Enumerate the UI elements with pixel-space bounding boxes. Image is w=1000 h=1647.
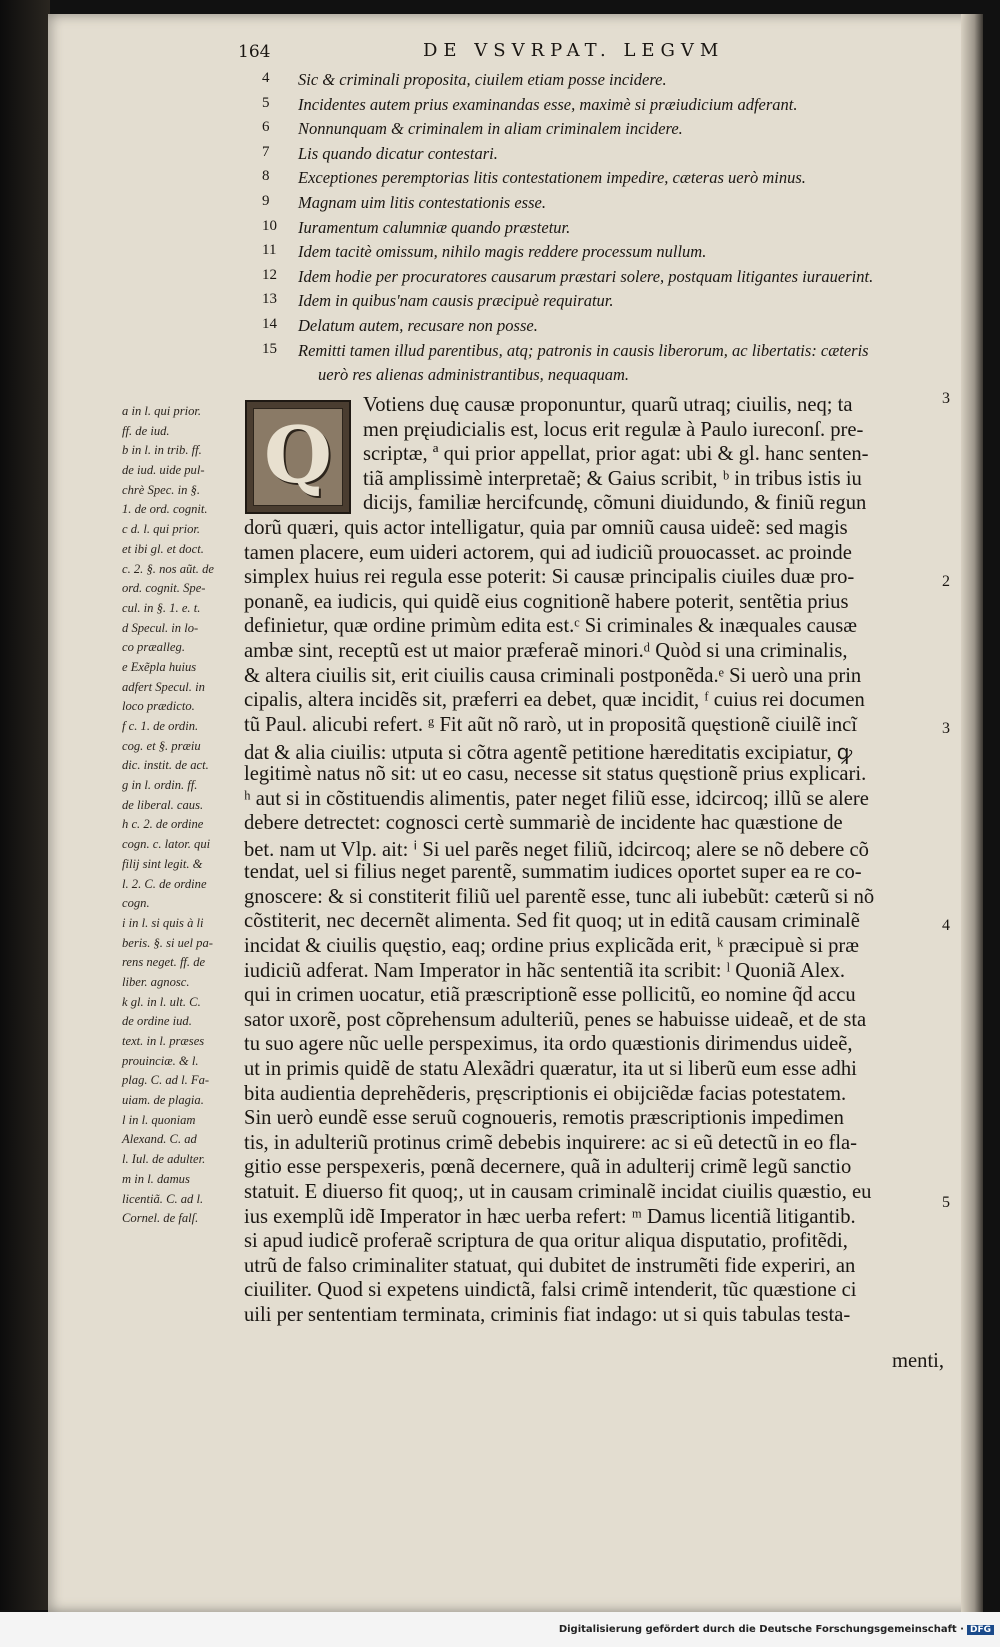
- margin-note-line: plag. C. ad l. Fa-: [122, 1073, 210, 1088]
- text-line: cipalis, altera incidẽs sit, præferri ea debet, quæ incidit, ᶠ cuius rei documen: [244, 689, 865, 712]
- margin-note-line: k gl. in l. ult. C.: [122, 994, 201, 1009]
- margin-note-line: rens neget. ff. de: [122, 955, 206, 970]
- margin-note-line: de ordine iud.: [122, 1014, 192, 1029]
- text-line: si apud iudicẽ proferaẽ scriptura de qua oritur aliqua disputatio, profitẽdi,: [244, 1230, 848, 1253]
- summary-item-number: 15: [262, 340, 277, 357]
- margin-note-line: l. Iul. de adulter.: [122, 1152, 206, 1167]
- summary-item: [262, 144, 942, 169]
- summary-item-number: 10: [262, 217, 277, 234]
- summary-item-number: 13: [262, 291, 277, 308]
- summary-item-text: Idem tacitè omissum, nihilo magis reddere processum nullum.: [298, 242, 707, 262]
- summary-item: [262, 168, 942, 193]
- text-line: men pręiudicialis est, locus erit regulæ à Paulo iureconſ. pre-: [363, 418, 864, 441]
- text-line: legitimè natus nõ sit: ut eo casu, necesse sit status quęstionẽ prius explicari.: [244, 762, 867, 785]
- summary-item-text: Lis quando dicatur contestari.: [298, 143, 498, 163]
- text-line: incidat & ciuilis quęstio, eaq; ordine prius explicãda erit, ᵏ præcipuè si præ: [244, 935, 860, 958]
- summary-item-number: 7: [262, 143, 270, 160]
- summary-list: [262, 70, 942, 384]
- margin-note-line: licentiã. C. ad l.: [122, 1191, 204, 1206]
- margin-note-line: m in l. damus: [122, 1171, 190, 1186]
- dfg-logo: DFG: [967, 1625, 994, 1635]
- summary-item-text: Delatum autem, recusare non posse.: [298, 315, 538, 335]
- margin-note-line: g in l. ordin. ff.: [122, 778, 198, 793]
- margin-note-line: loco prædicto.: [122, 699, 195, 714]
- text-line: statuit. E diuerso fit quoq;, ut in causam criminalẽ incidat ciuilis quæstio, eu: [244, 1181, 872, 1203]
- margin-note-line: Cornel. de falſ.: [122, 1211, 199, 1226]
- summary-item: [262, 119, 942, 144]
- summary-item-number: 11: [262, 242, 277, 259]
- summary-item: [262, 70, 942, 95]
- summary-continuation: uerò res alienas administrantibus, nequaquam.: [318, 364, 630, 384]
- text-line: gitio esse perspexeris, pœnã decernere, quã in adulterij crimẽ legũ sanctio: [244, 1156, 852, 1179]
- summary-item-text: Exceptiones peremptorias litis contestationem impedire, cæteras uerò minus.: [298, 168, 806, 188]
- margin-note-line: b in l. in trib. ff.: [122, 443, 202, 458]
- margin-note-line: e Exẽpla huius: [122, 659, 197, 674]
- right-marker: 3: [942, 390, 950, 407]
- summary-item: [262, 95, 942, 120]
- text-line: bet. nam ut Vlp. ait: ⁱ Si uel parẽs neget filiũ, idcircoq; alere se nõ debere cõ: [244, 838, 869, 861]
- summary-item-number: 4: [262, 70, 270, 86]
- text-line: tũ Paul. alicubi refert. ᵍ Fit aũt nõ rarò, ut in propositã quęstionẽ ciuilẽ incĩ: [244, 713, 857, 736]
- margin-note-line: liber. agnosc.: [122, 974, 190, 989]
- summary-item-number: 6: [262, 119, 270, 136]
- right-marker: 2: [942, 573, 950, 590]
- margin-note-line: chrè Spec. in §.: [122, 482, 200, 497]
- text-line: dorũ quæri, quis actor intelligatur, quia par omniũ causa uideẽ: sed magis: [244, 516, 848, 539]
- margin-notes: [122, 402, 240, 1229]
- margin-note-line: c d. l. qui prior.: [122, 522, 201, 537]
- margin-note-line: filij sint legit. &: [122, 856, 203, 871]
- margin-note-line: uiam. de plagia.: [122, 1093, 204, 1108]
- margin-note-line: adfert Specul. in: [122, 679, 205, 694]
- margin-note-line: Alexand. C. ad: [122, 1132, 197, 1147]
- right-marker: 5: [942, 1194, 950, 1211]
- margin-note-line: de liberal. caus.: [122, 797, 204, 812]
- text-line: gnoscere: & si constiterit filiũ uel parentẽ esse, tunc ali iubebũt: cæterũ si nõ: [244, 885, 875, 908]
- text-line: ut in primis quidẽ de statu Alexãdri quæratur, ita ut si liberũ eum esse adhi: [244, 1058, 857, 1081]
- margin-note-line: ord. cognit. Spe-: [122, 581, 206, 596]
- summary-item: [262, 193, 942, 218]
- summary-item: [262, 316, 942, 341]
- text-line: tis, in adulteriũ protinus crimẽ debebis inquirere: ac si eũ detectũ in eo fla-: [244, 1131, 858, 1154]
- text-line: tendat, uel si filius neget parentẽ, summatim iudices oportet super ea re co-: [244, 861, 862, 884]
- margin-note-line: text. in l. præses: [122, 1034, 205, 1048]
- text-line: Sin uerò eundẽ esse seruũ cognoueris, remotis præscriptionis impedimen: [244, 1107, 844, 1130]
- right-marker: 4: [942, 917, 950, 934]
- summary-item: [262, 291, 942, 316]
- summary-item: [262, 242, 942, 267]
- summary-item-text: Idem in quibus'nam causis præcipuè requiratur.: [298, 291, 614, 311]
- margin-note-line: l. 2. C. de ordine: [122, 876, 207, 891]
- text-line: tu suo agere nũc uelle perspeximus, ita ordo quæstionis dirimendus uideẽ,: [244, 1033, 853, 1056]
- page-number: 164: [238, 42, 271, 62]
- summary-item-text: Magnam uim litis contestationis esse.: [298, 192, 546, 212]
- margin-note-line: beris. §. si uel pa-: [122, 935, 213, 950]
- margin-note-line: h c. 2. de ordine: [122, 817, 204, 832]
- main-text: [244, 394, 936, 1329]
- margin-note-line: l in l. quoniam: [122, 1112, 196, 1127]
- digitization-credit: [559, 1624, 994, 1635]
- text-line: uili per sententiam terminata, criminis fiat indago: ut si quis tabulas testa-: [244, 1303, 851, 1326]
- credit-text: Digitalisierung gefördert durch die Deutsche Forschungsgemeinschaft ·: [558, 1624, 964, 1635]
- text-line: tamen placere, eum uideri actorem, qui ad iudiciũ prouocasset. ac proinde: [244, 541, 852, 564]
- book-edge-left: [0, 0, 50, 1610]
- margin-note-line: i in l. si quis à li: [122, 915, 204, 930]
- summary-item-number: 9: [262, 192, 270, 209]
- margin-note-line: 1. de ord. cognit.: [122, 502, 208, 517]
- running-head: DE VSVRPAT. LEGVM: [423, 40, 725, 61]
- summary-item-text: Iuramentum calumniæ quando præstetur.: [298, 217, 571, 237]
- margin-note-line: d Specul. in lo-: [122, 620, 199, 635]
- summary-item-text: Remitti tamen illud parentibus, atq; patronis in causis liberorum, ac libertatis: cæteris: [298, 340, 869, 360]
- margin-note-line: cog. et §. præiu: [122, 738, 201, 753]
- initial-letter: Q: [264, 410, 332, 501]
- text-line: & altera ciuilis sit, erit ciuilis causa criminali postponẽda.ᵉ Si uerò una prin: [244, 664, 862, 687]
- page-gutter-shadow: [961, 14, 983, 1612]
- page-header: [238, 42, 958, 72]
- text-line: ʰ aut si in cõstituendis alimentis, pater neget filiũ esse, idcircoq; illũ se alere: [244, 787, 869, 810]
- text-line: simplex huius rei regula esse poterit: Si causæ principalis ciuiles duæ pro-: [244, 566, 855, 589]
- text-line: iudiciũ adferat. Nam Imperator in hãc sententiã ita scribit: ˡ Quoniã Alex.: [244, 959, 846, 982]
- margin-note-line: c. 2. §. nos aũt. de: [122, 561, 214, 576]
- summary-item-number: 12: [262, 266, 277, 283]
- text-line: Votiens duę causæ proponuntur, quarũ utraq; ciuilis, neq; ta: [363, 394, 853, 416]
- text-line: debere detrectet: cognosci certè summariè de incidente hac quæstione de: [244, 812, 843, 835]
- text-line: dat & alia ciuilis: utputa si cõtra agentẽ petitione hæreditatis excipiatur, ꝙ: [244, 742, 853, 765]
- text-line: dicijs, familiæ hercifcundę, cõmuni diuidundo, & finiũ regun: [363, 492, 867, 515]
- summary-item: [262, 340, 942, 384]
- text-line: ciuiliter. Quod si expetens uindictã, falsi crimẽ intenderit, tũc quæstione ci: [244, 1279, 857, 1302]
- text-line: utrũ de falso criminaliter statuat, qui dubitet de instrumẽti fide experiri, an: [244, 1254, 856, 1277]
- right-marker: 3: [942, 720, 950, 737]
- margin-note-line: a in l. qui prior.: [122, 404, 202, 418]
- margin-note-line: cul. in §. 1. e. t.: [122, 600, 201, 615]
- text-line: bita audientia deprehẽderis, pręscriptionis ei obijciẽdæ facias potestatem.: [244, 1082, 847, 1105]
- text-line: tiã amplissimè interpretaẽ; & Gaius scribit, ᵇ in tribus istis iu: [363, 467, 862, 490]
- text-line: ponanẽ, ea iudicis, qui quidẽ eius cognitionẽ habere poterit, sentẽtia prius: [244, 590, 849, 613]
- summary-item-text: Sic & criminali proposita, ciuilem etiam posse incidere.: [298, 70, 667, 89]
- catchword: menti,: [892, 1350, 945, 1372]
- text-line: ambæ sint, receptũ est ut maior præferaẽ minori.ᵈ Quòd si una criminalis,: [244, 639, 848, 662]
- summary-item-text: Idem hodie per procuratores causarum præstari solere, postquam litigantes iurauerint.: [298, 266, 874, 286]
- margin-note-line: ff. de iud.: [122, 423, 170, 438]
- summary-item-text: Nonnunquam & criminalem in aliam criminalem incidere.: [298, 119, 683, 139]
- text-line: cõstiterit, nec decernẽt alimenta. Sed fit quoq; ut in editã causam criminalẽ: [244, 910, 860, 933]
- summary-item-number: 14: [262, 315, 277, 332]
- summary-item: [262, 218, 942, 243]
- text-line: scriptæ, ª qui prior appellat, prior agat: ubi & gl. hanc senten-: [363, 443, 869, 466]
- margin-note-line: prouinciæ. & l.: [122, 1053, 199, 1068]
- summary-item: [262, 267, 942, 292]
- margin-note-line: co præalleg.: [122, 640, 185, 655]
- margin-note-line: cogn. c. lator. qui: [122, 837, 211, 852]
- margin-note-line: et ibi gl. et doct.: [122, 541, 204, 556]
- margin-note-line: f c. 1. de ordin.: [122, 719, 199, 733]
- text-line: ius exemplũ idẽ Imperator in hæc uerba refert: ᵐ Damus licentiã litigantib.: [244, 1205, 856, 1228]
- text-line: qui in crimen uocatur, etiã præscriptionẽ esse pollicitũ, eo nomine q̃d accu: [244, 984, 856, 1007]
- summary-item-number: 8: [262, 168, 270, 185]
- summary-item-number: 5: [262, 94, 270, 111]
- margin-note-line: cogn.: [122, 896, 150, 911]
- text-line: sator uxorẽ, post cõprehensum adulteriũ, penes se habuisse uideaẽ, et de sta: [244, 1008, 867, 1031]
- margin-note-line: de iud. uide pul-: [122, 463, 205, 478]
- text-line: definietur, quæ ordine primùm edita est.ᶜ Si criminales & inæquales causæ: [244, 615, 857, 638]
- summary-item-text: Incidentes autem prius examinandas esse, maximè si præiudicium adferant.: [298, 94, 798, 114]
- margin-note-line: dic. instit. de act.: [122, 758, 209, 773]
